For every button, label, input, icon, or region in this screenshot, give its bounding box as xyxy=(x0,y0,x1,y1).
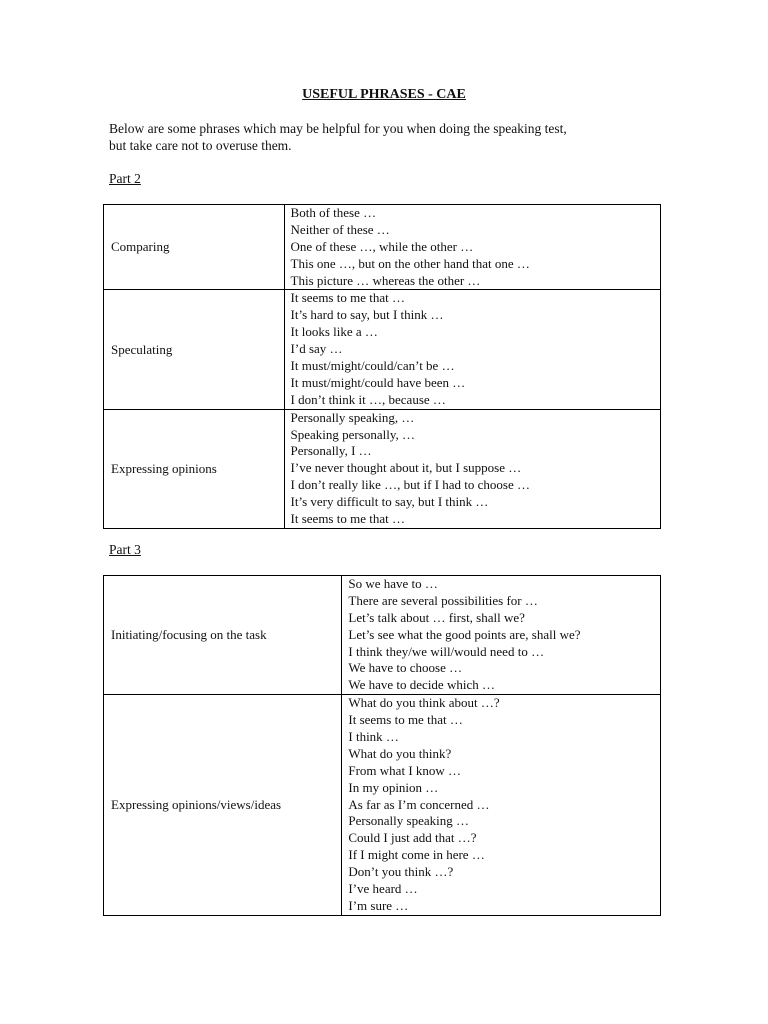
phrase-line: We have to decide which … xyxy=(348,677,495,693)
category-cell: Initiating/focusing on the task xyxy=(104,576,342,695)
phrase-line: What do you think about …? xyxy=(348,695,500,711)
intro-paragraph xyxy=(109,120,669,154)
phrase-line: It’s very difficult to say, but I think … xyxy=(290,494,489,510)
phrase-line: It must/might/could/can’t be … xyxy=(290,358,455,374)
part-3-table xyxy=(103,575,661,916)
phrase-line: Could I just add that …? xyxy=(348,830,477,846)
phrase-line: Don’t you think …? xyxy=(348,864,454,880)
intro-line: but take care not to overuse them. xyxy=(109,138,292,153)
phrase-line: One of these …, while the other … xyxy=(290,238,474,254)
phrase-line: This picture … whereas the other … xyxy=(290,272,481,288)
phrase-line: I don’t really like …, but if I had to choose … xyxy=(290,477,531,493)
phrase-line: This one …, but on the other hand that one … xyxy=(290,255,530,271)
part-3-heading: Part 3 xyxy=(109,542,141,557)
phrase-line: I’ve heard … xyxy=(348,881,418,897)
intro-line: Below are some phrases which may be helpful for you when doing the speaking test, xyxy=(109,121,567,136)
table-row xyxy=(104,695,661,916)
phrase-line: I think … xyxy=(348,729,399,745)
phrases-cell xyxy=(342,695,661,916)
phrase-line: It seems to me that … xyxy=(290,511,405,527)
phrase-line: It looks like a … xyxy=(290,324,378,340)
phrase-line: In my opinion … xyxy=(348,779,439,795)
phrase-line: I’m sure … xyxy=(348,897,409,913)
phrase-line: It seems to me that … xyxy=(290,290,405,306)
phrases-cell xyxy=(284,290,660,409)
part-2-table xyxy=(103,204,661,529)
phrase-line: I’ve never thought about it, but I suppose … xyxy=(290,460,522,476)
phrases-cell xyxy=(342,576,661,695)
phrase-line: As far as I’m concerned … xyxy=(348,796,490,812)
phrase-line: What do you think? xyxy=(348,745,452,761)
part-2-heading: Part 2 xyxy=(109,171,141,186)
phrase-line: I think they/we will/would need to … xyxy=(348,643,545,659)
phrase-line: Let’s see what the good points are, shall we? xyxy=(348,626,581,642)
table-row xyxy=(104,290,661,409)
phrases-cell xyxy=(284,409,660,528)
phrase-line: It must/might/could have been … xyxy=(290,374,466,390)
category-cell: Comparing xyxy=(104,205,285,290)
phrase-line: From what I know … xyxy=(348,762,462,778)
phrase-line: Neither of these … xyxy=(290,221,390,237)
phrase-line: Speaking personally, … xyxy=(290,426,415,442)
phrase-line: Personally speaking … xyxy=(348,813,469,829)
phrase-line: There are several possibilities for … xyxy=(348,592,538,608)
phrase-line: It seems to me that … xyxy=(348,712,463,728)
category-cell: Expressing opinions/views/ideas xyxy=(104,695,342,916)
table-row xyxy=(104,205,661,290)
phrase-line: It’s hard to say, but I think … xyxy=(290,307,444,323)
phrase-line: Let’s talk about … first, shall we? xyxy=(348,609,525,625)
phrase-line: Personally speaking, … xyxy=(290,409,415,425)
phrase-line: So we have to … xyxy=(348,576,438,591)
phrase-line: Personally, I … xyxy=(290,443,372,459)
table-row xyxy=(104,409,661,528)
phrase-line: We have to choose … xyxy=(348,660,463,676)
phrase-line: I’d say … xyxy=(290,341,343,357)
category-cell: Expressing opinions xyxy=(104,409,285,528)
phrase-line: If I might come in here … xyxy=(348,847,485,863)
phrases-cell xyxy=(284,205,660,290)
table-row xyxy=(104,576,661,695)
phrase-line: I don’t think it …, because … xyxy=(290,391,446,407)
page-title: USEFUL PHRASES - CAE xyxy=(302,87,466,102)
phrase-line: Both of these … xyxy=(290,205,377,220)
category-cell: Speculating xyxy=(104,290,285,409)
